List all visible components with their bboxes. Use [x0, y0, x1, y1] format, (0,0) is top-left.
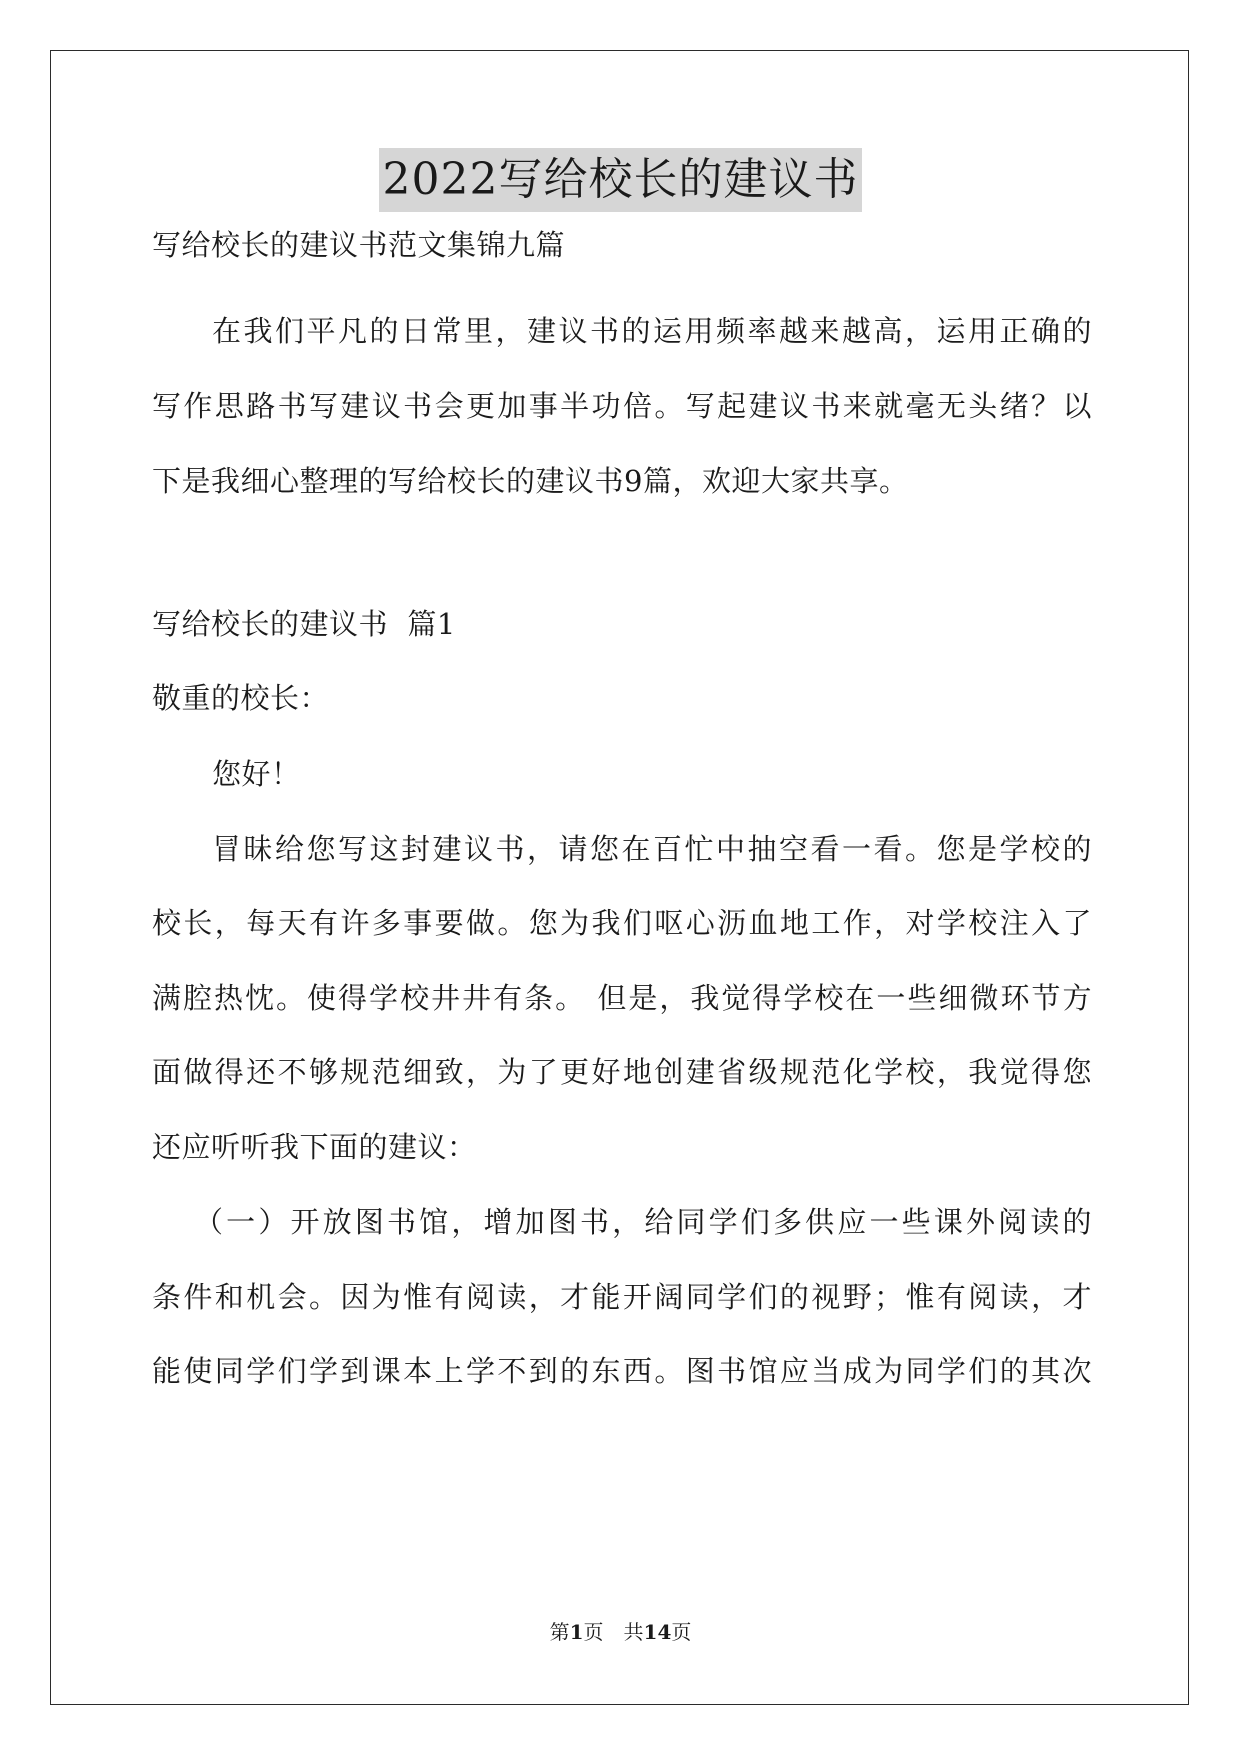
current-page-number: 1 [569, 1620, 584, 1644]
body-line-7: 条件和机会。因为惟有阅读，才能开阔同学们的视野；惟有阅读，才 [152, 1280, 1092, 1314]
page-border [50, 50, 1189, 1705]
body-line-6: （一）开放图书馆，增加图书，给同学们多供应一些课外阅读的 [194, 1205, 1092, 1239]
footer-middle: 页 共 [583, 1620, 644, 1644]
body-line-1: 冒昧给您写这封建议书，请您在百忙中抽空看一看。您是学校的 [212, 832, 1092, 866]
body-line-3: 满腔热忱。使得学校井井有条。 但是，我觉得学校在一些细微环节方 [152, 981, 1092, 1015]
salutation: 敬重的校长： [152, 681, 330, 715]
intro-line-1: 在我们平凡的日常里，建议书的运用频率越来越高，运用正确的 [212, 314, 1092, 348]
document-subtitle: 写给校长的建议书范文集锦九篇 [152, 228, 566, 262]
section-heading: 写给校长的建议书 篇1 [152, 607, 456, 641]
page-footer [0, 1618, 1241, 1646]
body-line-4: 面做得还不够规范细致，为了更好地创建省级规范化学校，我觉得您 [152, 1055, 1092, 1089]
document-title-text: 2022写给校长的建议书 [379, 148, 863, 212]
body-line-5: 还应听听我下面的建议： [152, 1130, 477, 1164]
greeting: 您好！ [212, 757, 301, 791]
total-pages-number: 14 [643, 1620, 672, 1644]
footer-suffix: 页 [671, 1620, 692, 1644]
body-line-8: 能使同学们学到课本上学不到的东西。图书馆应当成为同学们的其次 [152, 1354, 1092, 1388]
intro-line-2: 写作思路书写建议书会更加事半功倍。写起建议书来就毫无头绪？以 [152, 389, 1092, 423]
body-line-2: 校长，每天有许多事要做。您为我们呕心沥血地工作，对学校注入了 [152, 906, 1092, 940]
intro-line-3: 下是我细心整理的写给校长的建议书9篇，欢迎大家共享。 [152, 464, 909, 498]
footer-prefix: 第 [549, 1620, 570, 1644]
document-title [0, 148, 1241, 213]
